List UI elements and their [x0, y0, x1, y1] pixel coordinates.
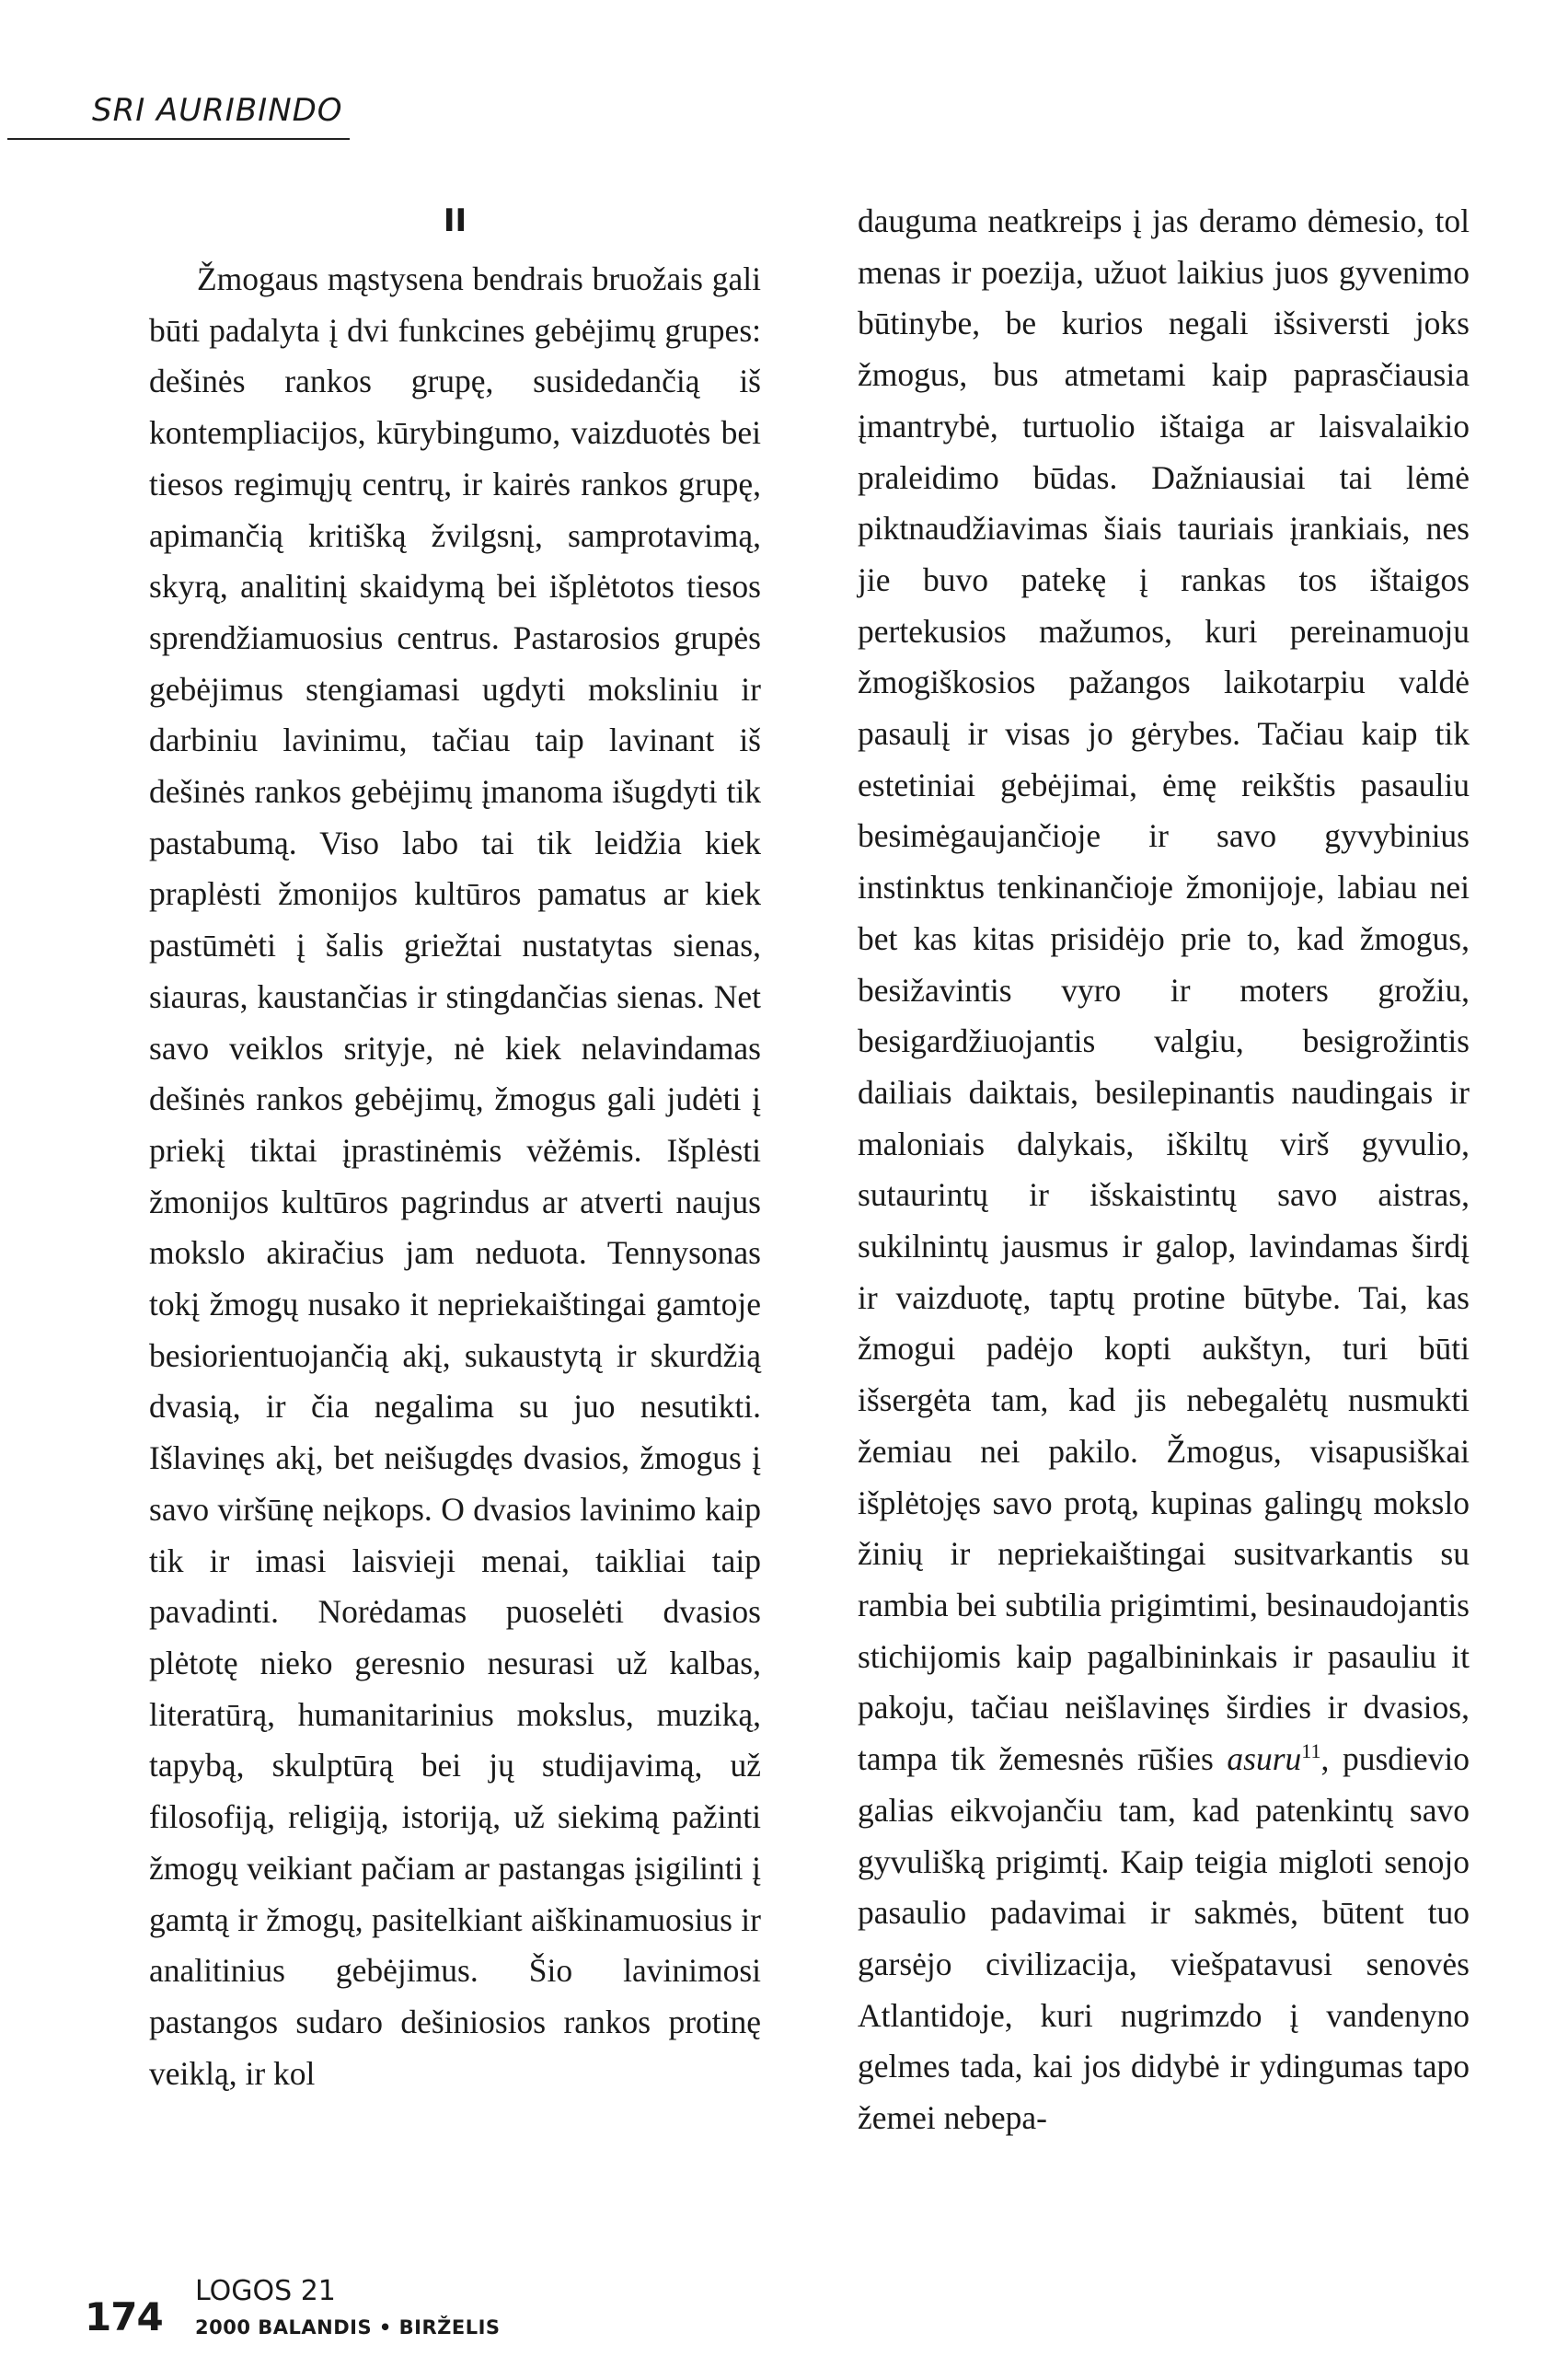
footnote-marker[interactable]: 11 [1301, 1739, 1321, 1763]
italic-term: asuru [1227, 1740, 1302, 1778]
right-column-paragraph [858, 196, 1470, 2144]
page-number: 174 [85, 2294, 163, 2339]
left-column-text: Žmogaus mąstysena bendrais bruožais gali būti padalyta į dvi funkcines gebėjimų grupes: dešinės rankos grupę, susidedančią iš kontempliacijos, kūrybingumo, vaizduotės bei tiesos regimųjų centrų, ir kairės rankos grupę, apimančią kritišką žvilgsnį, samprotavimą, skyrą, analitinį skaidymą bei išplėtotos tiesos sprendžiamuosius centrus. Pastarosios grupės gebėjimus stengiamasi ugdyti moksliniu ir darbiniu lavinimu, tačiau taip lavinant iš dešinės rankos gebėjimų įmanoma išugdyti tik pastabumą. Viso labo tai tik leidžia kiek praplėsti žmonijos kultūros pamatus ar kiek pastūmėti į šalis griežtai nustatytas sienas, siauras, kaustančias ir stingdančias sienas. Net savo veiklos srityje, nė kiek nelavindamas dešinės rankos gebėjimų, žmogus gali judėti į priekį tiktai įprastinėmis vėžėmis. Išplėsti žmonijos kultūros pagrindus ar atverti naujus mokslo akiračius jam neduota. Tennysonas tokį žmogų nusako it nepriekaištingai gamtoje besiorientuojančią akį, sukaustytą ir skurdžią dvasią, ir čia negalima su juo nesutikti. Išlavinęs akį, bet neišugdęs dvasios, žmogus į savo viršūnę neįkops. O dvasios lavinimo kaip tik ir imasi laisvieji menai, taikliai taip pavadinti. Norėdamas puoselėti dvasios plėtotę nieko geresnio nesurasi už kalbas, literatūrą, humanitarinius mokslus, muziką, tapybą, skulptūrą bei jų studijavimą, už filosofiją, religiją, istoriją, už siekimą pažinti žmogų veikiant pačiam ar pastangas įsigilinti į gamtą ir žmogų, pasitelkiant aiškinamuosius ir analitinius gebėjimus. Šio lavinimosi pastangos sudaro dešiniosios rankos protinę veiklą, ir kol [149, 260, 761, 2092]
left-column [149, 196, 761, 2099]
section-number: II [443, 202, 467, 239]
issue-date: 2000 BALANDIS • BIRŽELIS [195, 2316, 501, 2339]
running-head-author: SRI AURIBINDO [92, 92, 343, 129]
right-column [858, 196, 1470, 2144]
header-rule [7, 138, 350, 140]
right-column-text-before-term: dauguma neatkreips į jas deramo dėmesio, tol menas ir poezija, užuot laikius juos gyvenimo būtinybe, be kurios negali išsiversti joks žmogus, bus atmetami kaip paprasčiausia įmantrybė, turtuolio ištaiga ar laisvalaikio praleidimo būdas. Dažniausiai tai lėmė piktnaudžiavimas šiais tauriais įrankiais, nes jie buvo patekę į rankas tos ištaigos pertekusios mažumos, kuri pereinamuoju žmogiškosios pažangos laikotarpiu valdė pasaulį ir visas jo gėrybes. Tačiau kaip tik estetiniai gebėjimai, ėmę reikštis pasauliu besimėgaujančioje ir savo gyvybinius instinktus tenkinančioje žmonijoje, labiau nei bet kas kitas prisidėjo prie to, kad žmogus, besižavintis vyro ir moters grožiu, besigardžiuojantis valgiu, besigrožintis dailiais daiktais, besilepinantis naudingais ir maloniais dalykais, iškiltų virš gyvulio, sutaurintų ir išskaistintų savo aistras, sukilnintų jausmus ir galop, lavindamas širdį ir vaizduotę, taptų protine būtybe. Tai, kas žmogui padėjo kopti aukštyn, turi būti išsergėta tam, kad jis nebegalėtų nusmukti žemiau nei pakilo. Žmogus, visapusiškai išplėtojęs savo protą, kupinas galingų mokslo žinių ir nepriekaištingai susitvarkantis su rambia bei subtilia prigimtimi, besinaudojantis stichijomis kaip pagalbininkais ir pasauliu it pakoju, tačiau neišlavinęs širdies ir dvasios, tampa tik žemesnės rūšies [858, 202, 1470, 1778]
journal-name: LOGOS 21 [195, 2275, 336, 2307]
right-column-text-after-term: , pusdievio galias eikvojančiu tam, kad patenkintų savo gyvulišką prigimtį. Kaip teigia migloti senojo pasaulio padavimai ir sakmės, būtent tuo garsėjo civilizacija, viešpatavusi senovės Atlantidoje, kuri nugrimzdo į vandenyno gelmes tada, kai jos didybė ir ydingumas tapo žemei nebepa- [858, 1740, 1470, 2137]
